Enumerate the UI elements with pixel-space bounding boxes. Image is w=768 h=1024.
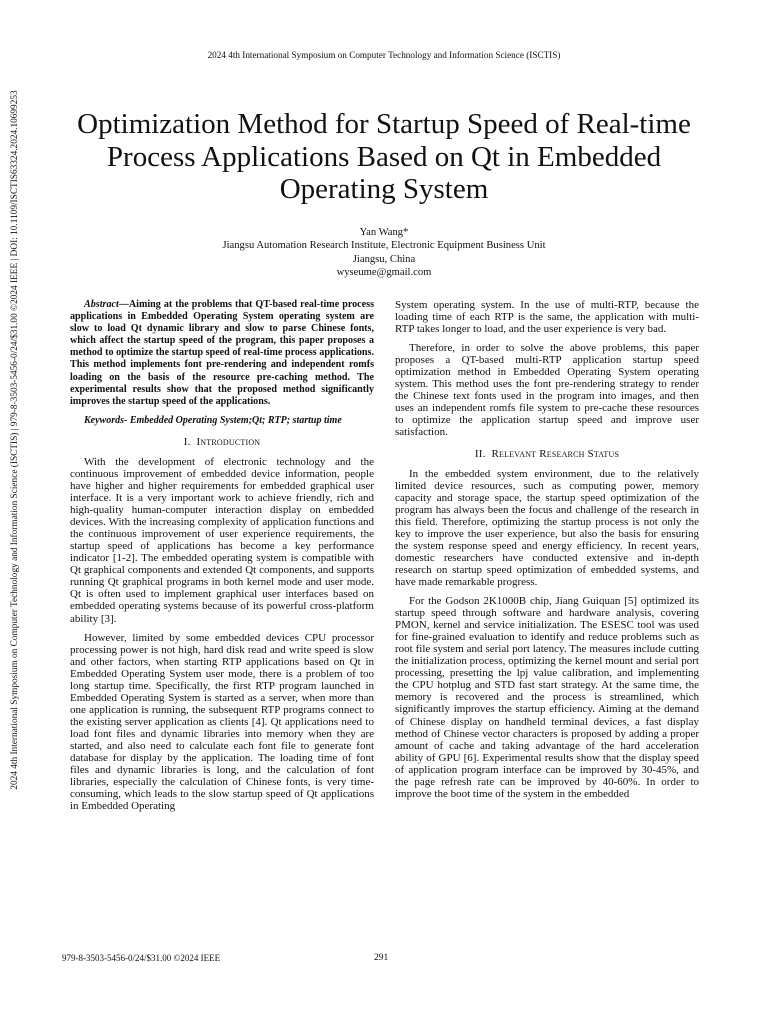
section-number: II. — [474, 447, 486, 460]
section-heading-relevant-research — [395, 448, 699, 460]
title-line: Operating System — [279, 173, 489, 205]
footer-copyright: 979-8-3503-5456-0/24/$31.00 ©2024 IEEE — [62, 953, 221, 963]
paragraph: For the Godson 2K1000B chip, Jiang Guiquan [5] optimized its startup speed through software and hardware analysis, covering PMON, kernel and service initialization. The ESESC tool was used for fine-grained evaluation to identify and reduce problems such as root file system and serial port latency. The measures include cutting the initialization process, optimizing the kernel mount and serial port processing, presetting the lpj value calibration, and implementing the CPU hotplug and STD fast start strategy. At the same time, the memory is recovered and the process is streamlined, which significantly improves the startup efficiency. Aiming at the demand of Chinese display on handheld terminal devices, a fast display method of Chinese vector characters is proposed by adding a proper amount of cache and taking advantage of the hard acceleration ability of GPU [6]. Experimental results show that the display speed of application program interface can be improved by 30-45%, and the page refresh rate can be improved by 40-60%. In order to improve the boot time of the system in the embedded — [395, 595, 699, 800]
section-title: Introduction — [196, 435, 261, 448]
title-line: Process Applications Based on Qt in Embedded — [106, 140, 662, 173]
section-title: Relevant Research Status — [491, 447, 620, 460]
abstract — [70, 299, 374, 408]
author-affiliation: Jiangsu Automation Research Institute, Electronic Equipment Business Unit — [222, 240, 546, 252]
author-email: wyseume@gmail.com — [336, 266, 432, 278]
paragraph: System operating system. In the use of multi-RTP, because the loading time of each RTP is the same, the application with multi-RTP takes longer to load, and the user experience is very bad. — [395, 299, 699, 336]
conference-header: 2024 4th International Symposium on Computer Technology and Information Science (ISCTIS) — [207, 50, 561, 60]
section-number: I. — [183, 435, 191, 448]
left-column — [70, 299, 374, 819]
title-line: Optimization Method for Startup Speed of Real-time — [77, 108, 691, 140]
author-name: Yan Wang* — [359, 227, 409, 238]
abstract-lead: Abstract— — [84, 299, 129, 310]
section-heading-introduction — [70, 436, 374, 448]
doi-sidebar: 2024 4th International Symposium on Computer Technology and Information Science (ISCTIS) | 979-8-3503-5456-0/24/$31.00 ©2024 IEEE | DOI: 10.1109/ISCTIS63324.2024.10699253 — [10, 90, 20, 790]
page-number: 291 — [374, 953, 389, 963]
paragraph: However, limited by some embedded devices CPU processor processing power is not high, hard disk read and write speed is slow and other factors, when starting RTP applications based on Qt in Embedded Operating System user mode, there is a problem of too long startup time. Specifically, the first RTP program launched in Embedded Operating System is started as a server, when more than one application is running, the subsequent RTP programs connect to the existing server application as clients [4]. Qt applications need to load font files and dynamic libraries into memory when they are started, and also need to calculate each font file to generate font database for display by the application. The loading time of font files and dynamic libraries is long, and the calculation of font libraries, especially the calculation of Chinese fonts, is very time-consuming, which leads to the slow startup speed of Qt applications in Embedded Operating — [70, 631, 374, 813]
paragraph: In the embedded system environment, due to the relatively limited device resources, such as computing power, memory capacity and storage space, the startup speed optimization of the program has always been the focus and challenge of the research in this field. Therefore, optimizing the startup process is not only the key to improve the user experience, but also the basis for ensuring the system response speed and energy efficiency. In recent years, domestic researchers have conducted extensive and in-depth research on startup speed optimization of embedded systems, and have made remarkable progress. — [395, 467, 699, 588]
paper-title — [40, 108, 728, 206]
paragraph: With the development of electronic technology and the continuous improvement of embedded device information, people have higher and higher requirements for embedded graphical user interface. It is a very important work to achieve friendly, rich and high-quality human-computer interaction display on embedded devices. With the increasing complexity of application functions and the continuous improvement of user experience requirements, the startup speed of applications has become a key performance indicator [1-2]. The embedded operating system is compatible with Qt graphical components and extended Qt components, and supports running Qt graphical programs in both kernel mode and user mode. Qt is often used to implement graphical user interfaces based on embedded operating systems because of its powerful cross-platform ability [3]. — [70, 455, 374, 625]
right-column — [395, 299, 699, 807]
author-location: Jiangsu, China — [352, 253, 416, 265]
author-block — [0, 226, 768, 279]
keywords: Keywords- Embedded Operating System;Qt; RTP; startup time — [84, 414, 342, 426]
abstract-text: Aiming at the problems that QT-based real-time process applications in Embedded Operating System operating system are slow to load Qt dynamic library and slow to parse Chinese fonts, which affect the startup speed of the program, this paper proposes a method to optimize the startup speed of real-time process applications. This method implements font pre-rendering and independent romfs loading on the basis of the resource pre-caching method. The experimental results show that the proposed method significantly improves the startup speed of the applications. — [70, 299, 374, 407]
paragraph: Therefore, in order to solve the above problems, this paper proposes a QT-based multi-RTP application startup speed optimization method in Embedded Operating System operating system. This method uses the font pre-rendering strategy to render the Chinese text fonts used in the program into images, and then uses an independent romfs file system to pre-cache these resources to optimize the application startup speed and improve user satisfaction. — [395, 342, 699, 439]
